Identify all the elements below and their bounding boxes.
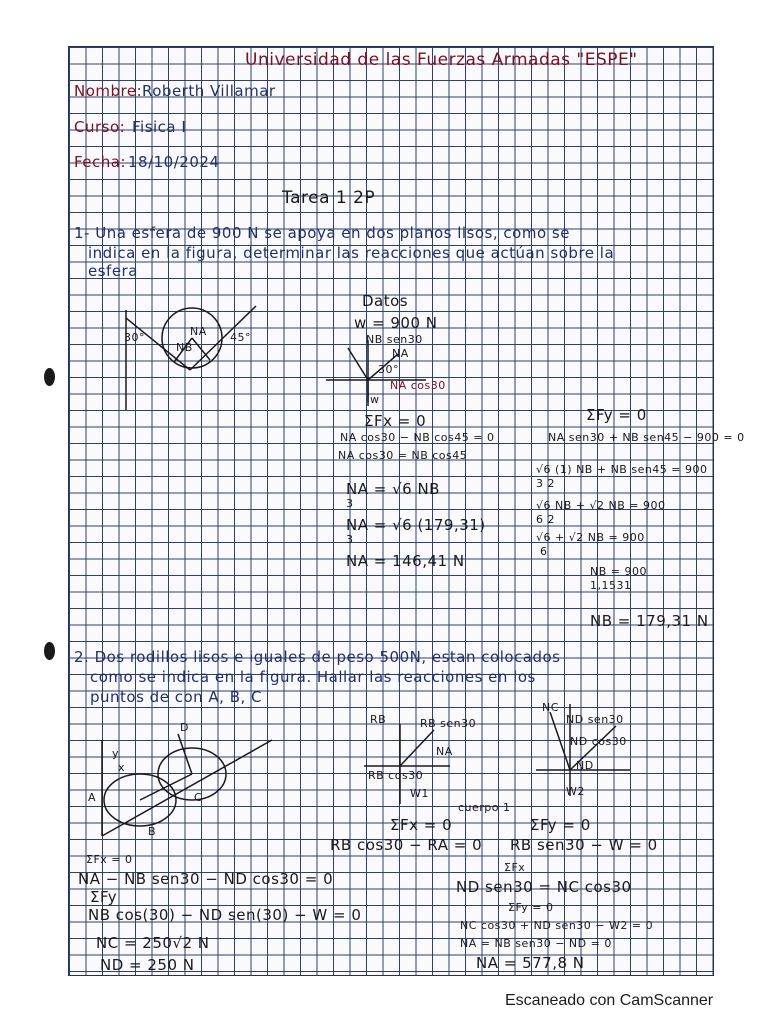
- p1-eq-line: 3: [346, 533, 354, 546]
- c1-fy: ΣFy = 0: [530, 816, 591, 834]
- course-value: Fisica I: [132, 118, 187, 136]
- p2-rollers-figure: [82, 720, 282, 840]
- fbd2-nc: NC: [542, 701, 559, 714]
- p2-answer-nc: NC = 250√2 N: [96, 934, 210, 952]
- name-label: Nombre:: [74, 82, 143, 100]
- binder-hole: [44, 642, 55, 660]
- fbd-na: NA: [392, 347, 409, 360]
- p2-answer-nd: ND = 250 N: [100, 956, 195, 974]
- p1-eq-line: 6 2: [536, 513, 555, 526]
- p1-sphere-figure: [118, 300, 268, 415]
- p2-statement-line: 2. Dos rodillos lisos e iguales de peso 500N, estan colocados: [74, 648, 561, 666]
- fbd-nb-sen: NB sen30: [366, 333, 423, 346]
- fbd1-na: NA: [436, 745, 453, 758]
- binder-hole: [44, 368, 55, 386]
- p1-eq-line: 3 2: [536, 477, 555, 490]
- p2-eq-line: NA − NB sen30 − ND cos30 = 0: [78, 870, 334, 888]
- p2-answer-na: NA = 577,8 N: [476, 954, 585, 972]
- axis-y-label: y: [112, 747, 120, 760]
- p1-statement-line: 1- Una esfera de 900 N se apoya en dos planos lisos, como se: [74, 224, 570, 242]
- p2-eq-line: NC cos30 + ND sen30 − W2 = 0: [460, 919, 654, 932]
- fbd-na-cos: NA cos30: [390, 379, 446, 392]
- angle-right-label: 45°: [230, 331, 251, 344]
- p2-eq-line: NA = NB sen30 − ND = 0: [460, 937, 612, 950]
- fbd1-rb-cos: RB cos30: [368, 769, 424, 782]
- p1-eq-line: NA = √6 NB: [346, 480, 440, 498]
- p2-eq-line: ΣFy: [90, 888, 118, 906]
- p2-statement-line: puntos de con A, B, C: [90, 688, 262, 706]
- p1-eq-line: √6 + √2 NB = 900: [536, 531, 645, 544]
- axis-x-label: x: [118, 761, 126, 774]
- scanner-watermark: Escaneado con CamScanner: [505, 992, 714, 1009]
- p2-eq-line: ΣFx = 0: [86, 853, 133, 866]
- fig-na-label: NA: [190, 325, 207, 338]
- p2-eq-line: ND sen30 = NC cos30: [456, 878, 632, 896]
- c1-fx: ΣFx = 0: [390, 816, 453, 834]
- p2-eq-line: ΣFy = 0: [508, 901, 554, 914]
- sum-fy: ΣFy = 0: [586, 406, 647, 424]
- p1-answer-nb: NB = 179,31 N: [590, 612, 709, 630]
- c1-fx-eq: RB cos30 − RA = 0: [330, 836, 483, 854]
- point-d-label: D: [180, 721, 189, 734]
- p1-eq-line: NA cos30 − NB cos45 = 0: [340, 431, 495, 444]
- fbd1-rb-sen: RB sen30: [420, 717, 477, 730]
- point-c-label: C: [194, 791, 203, 804]
- p2-statement-line: como se indica en la figura. Hallar las reacciones en los: [90, 668, 536, 686]
- point-a-label: A: [88, 791, 97, 804]
- p1-eq-line: 1,1531: [590, 579, 632, 592]
- fbd1-w: W1: [410, 787, 429, 800]
- p1-eq-line: NA sen30 + NB sen45 − 900 = 0: [548, 431, 745, 444]
- fbd-angle: 30°: [378, 363, 399, 376]
- datos-title: Datos: [362, 292, 409, 310]
- fbd2-nd-cos: ND cos30: [570, 735, 627, 748]
- course-label: Curso:: [74, 118, 126, 136]
- date-value: 18/10/2024: [128, 153, 220, 171]
- fbd2-w: W2: [566, 785, 585, 798]
- angle-left-label: 30°: [124, 331, 145, 344]
- p1-statement-line: esfera: [88, 262, 138, 280]
- sum-fx: ΣFx = 0: [364, 412, 427, 430]
- name-value: Roberth Villamar: [142, 82, 276, 100]
- p1-eq-line: NA cos30 = NB cos45: [338, 449, 468, 462]
- p1-statement-line: indica en la figura, determinar las reacciones que actúan sobre la: [88, 244, 615, 262]
- fig-nb-label: NB: [176, 341, 193, 354]
- fbd2-nd: ND: [576, 759, 594, 772]
- p1-eq-line: NA = √6 (179,31): [346, 516, 486, 534]
- date-label: Fecha:: [74, 153, 127, 171]
- fbd2-nd-sen: ND sen30: [566, 713, 624, 726]
- p1-eq-line: NB = 900: [590, 565, 647, 578]
- point-b-label: B: [148, 825, 157, 838]
- fbd-w: w: [370, 393, 380, 406]
- assignment-title: Tarea 1 2P: [282, 188, 376, 208]
- cuerpo-label: cuerpo 1: [458, 801, 511, 814]
- p1-eq-line: 6: [540, 545, 548, 558]
- p2-eq-line: ΣFx: [504, 861, 526, 874]
- c1-fy-eq: RB sen30 − W = 0: [510, 836, 658, 854]
- p1-answer-na: NA = 146,41 N: [346, 552, 465, 570]
- datos-weight: w = 900 N: [354, 314, 438, 332]
- university-title: Universidad de las Fuerzas Armadas "ESPE": [245, 50, 638, 70]
- p1-eq-line: √6 (1) NB + NB sen45 = 900: [536, 463, 708, 476]
- p1-eq-line: 3: [346, 497, 354, 510]
- fbd1-rb: RB: [370, 713, 387, 726]
- p2-eq-line: NB cos(30) − ND sen(30) − W = 0: [88, 906, 362, 924]
- p1-eq-line: √6 NB + √2 NB = 900: [536, 499, 666, 512]
